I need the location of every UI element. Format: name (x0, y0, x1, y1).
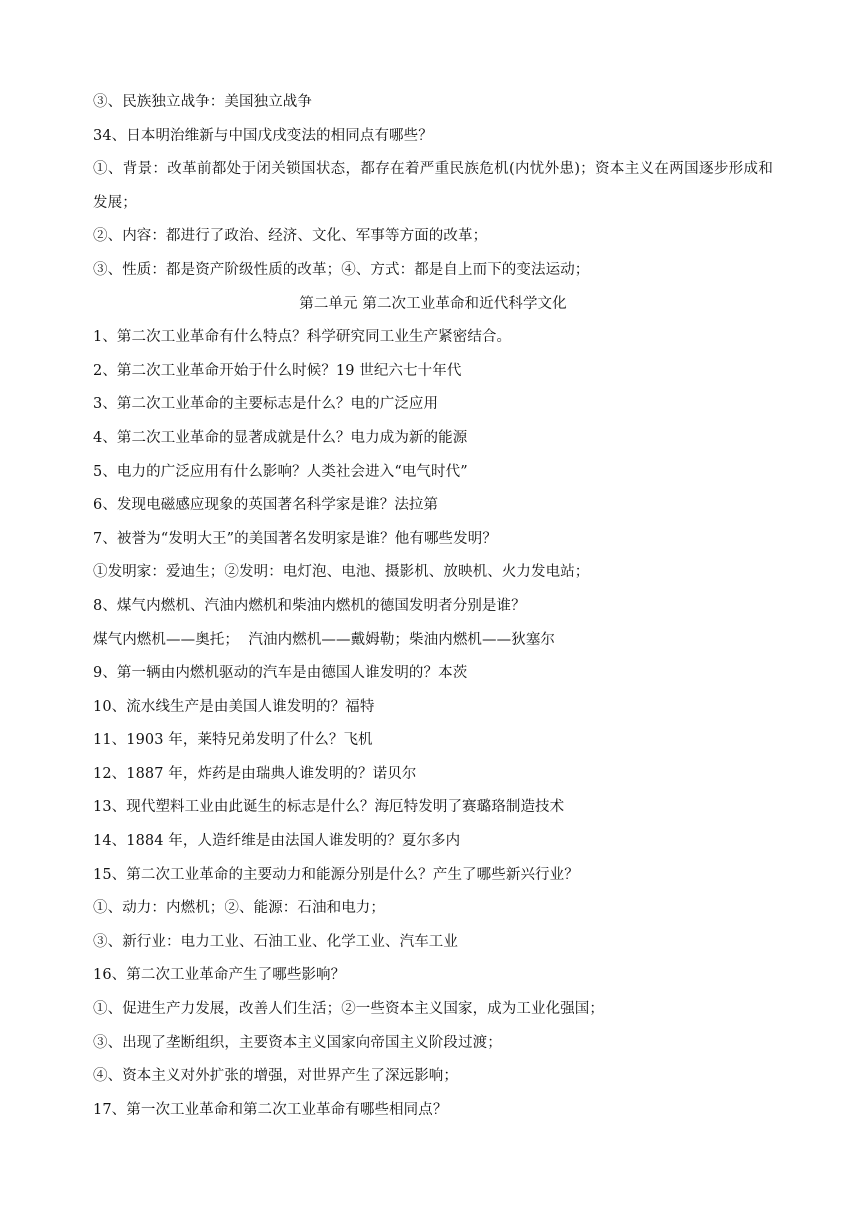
question-line: 2、第二次工业革命开始于什么时候？19 世纪六七十年代 (93, 362, 462, 379)
answer-line: ①、促进生产力发展，改善人们生活；②一些资本主义国家，成为工业化强国； (93, 1001, 604, 1018)
answer-line: ①发明家：爱迪生；②发明：电灯泡、电池、摄影机、放映机、火力发电站； (93, 564, 590, 581)
question-line: 10、流水线生产是由美国人谁发明的？福特 (93, 698, 375, 715)
unit-heading: 第二单元 第二次工业革命和近代科学文化 (299, 295, 567, 312)
question-line: 4、第二次工业革命的显著成就是什么？电力成为新的能源 (93, 429, 468, 446)
question-line: 13、现代塑料工业由此诞生的标志是什么？海厄特发明了赛璐珞制造技术 (93, 799, 565, 816)
answer-line: ①、动力：内燃机；②、能源：石油和电力； (93, 900, 385, 917)
question-line: 15、第二次工业革命的主要动力和能源分别是什么？产生了哪些新兴行业？ (93, 866, 579, 883)
answer-line: ①、背景：改革前都处于闭关锁国状态，都存在着严重民族危机(内忧外患)；资本主义在两国逐步形成和发展； (93, 161, 773, 211)
question-line: 17、第一次工业革命和第二次工业革命有哪些相同点？ (93, 1101, 448, 1118)
answer-line: ②、内容：都进行了政治、经济、文化、军事等方面的改革； (93, 228, 488, 245)
question-line: 8、煤气内燃机、汽油内燃机和柴油内燃机的德国发明者分别是谁？ (93, 597, 526, 614)
answer-line: ③、性质：都是资产阶级性质的改革；④、方式：都是自上而下的变法运动； (93, 261, 590, 278)
answer-line: ③、出现了垄断组织，主要资本主义国家向帝国主义阶段过渡； (93, 1034, 502, 1051)
question-line: 1、第二次工业革命有什么特点？科学研究同工业生产紧密结合。 (93, 329, 512, 346)
question-line: 5、电力的广泛应用有什么影响？人类社会进入“电气时代” (93, 463, 468, 480)
answer-line: ③、民族独立战争：美国独立战争 (93, 94, 312, 110)
question-line: 14、1884 年，人造纤维是由法国人谁发明的？夏尔多内 (93, 833, 461, 850)
answer-line: 煤气内燃机——奥托； 汽油内燃机——戴姆勒；柴油内燃机——狄塞尔 (93, 631, 556, 648)
question-line: 34、日本明治维新与中国戊戌变法的相同点有哪些？ (93, 127, 433, 144)
question-line: 6、发现电磁感应现象的英国著名科学家是谁？法拉第 (93, 497, 439, 514)
question-line: 16、第二次工业革命产生了哪些影响？ (93, 967, 346, 984)
answer-line: ③、新行业：电力工业、石油工业、化学工业、汽车工业 (93, 933, 458, 950)
document-page (93, 86, 773, 1127)
question-line: 9、第一辆由内燃机驱动的汽车是由德国人谁发明的？本茨 (93, 665, 468, 682)
question-line: 11、1903 年，莱特兄弟发明了什么？飞机 (93, 732, 373, 749)
question-line: 3、第二次工业革命的主要标志是什么？电的广泛应用 (93, 396, 439, 413)
question-line: 12、1887 年，炸药是由瑞典人谁发明的？诺贝尔 (93, 765, 417, 782)
answer-line: ④、资本主义对外扩张的增强，对世界产生了深远影响； (93, 1068, 458, 1085)
question-line: 7、被誉为“发明大王”的美国著名发明家是谁？他有哪些发明？ (93, 530, 497, 547)
